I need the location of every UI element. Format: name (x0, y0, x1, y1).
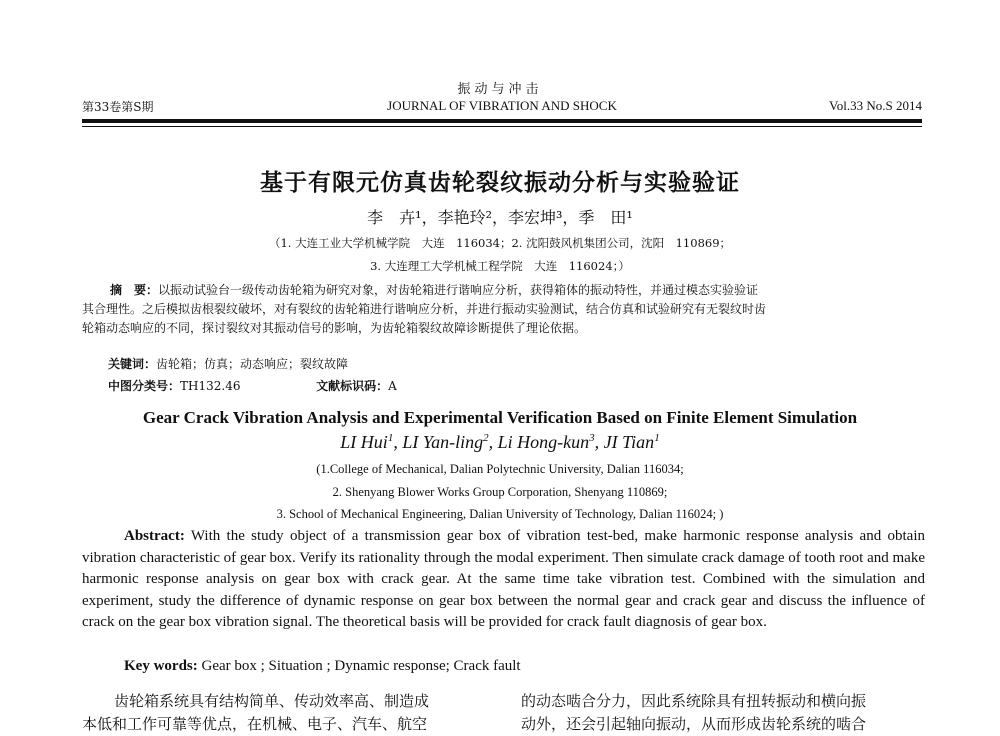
body-column-right (521, 690, 925, 736)
abstract-cn-line: 轮箱动态响应的不同，探讨裂纹对其振动信号的影响，为齿轮箱裂纹故障诊断提供了理论依据。 (82, 321, 587, 335)
body-line: 齿轮箱系统具有结构简单、传动效率高、制造成 (114, 692, 430, 710)
affiliation-en: 3. School of Mechanical Engineering, Dalian University of Technology, Dalian 116024; ) (276, 507, 724, 521)
keywords-cn (108, 355, 348, 372)
journal-name-en: JOURNAL OF VIBRATION AND SHOCK (387, 98, 617, 113)
keywords-en-label: Key words: (124, 658, 198, 674)
header-rule-thick (82, 119, 922, 123)
abstract-cn-label: 摘 要： (110, 283, 159, 297)
volume-issue-cn: 第33卷第S期 (82, 100, 154, 114)
body-line: 动外，还会引起轴向振动，从而形成齿轮系统的啮合 (521, 715, 867, 733)
clc-value: TH132.46 (180, 379, 241, 393)
abstract-en (82, 526, 925, 634)
author-en: JI Tian$^1$ (603, 432, 660, 452)
clc-label: 中图分类号： (108, 379, 181, 393)
authors-en (0, 432, 1000, 453)
affiliation-cn: 3. 大连理工大学机械工程学院 大连 116024；） (370, 259, 630, 273)
keywords-cn-label: 关键词： (108, 357, 157, 371)
running-header (82, 98, 922, 116)
authors-cn: 李 卉¹，李艳玲²，李宏坤³，季 田¹ (367, 208, 633, 227)
body-line: 的动态啮合分力，因此系统除具有扭转振动和横向振 (521, 692, 867, 710)
body-line: 本低和工作可靠等优点，在机械、电子、汽车、航空 (82, 715, 428, 733)
affiliation-en: (1.College of Mechanical, Dalian Polytechnic University, Dalian 116034; (316, 462, 684, 476)
doc-code-label: 文献标识码： (316, 379, 389, 393)
classification-cn (108, 377, 397, 394)
keywords-cn-text: 齿轮箱；仿真；动态响应；裂纹故障 (156, 357, 349, 371)
keywords-en (124, 658, 521, 675)
paper-title-cn: 基于有限元仿真齿轮裂纹振动分析与实验验证 (260, 170, 740, 196)
journal-name-cn: 振动与冲击 (457, 82, 543, 97)
header-rule-thin (82, 126, 922, 127)
author-en: LI Hui$^1$, (340, 432, 403, 452)
body-column-left (82, 690, 502, 736)
abstract-cn (82, 281, 924, 338)
author-en: Li Hong-kun$^3$, (497, 432, 604, 452)
abstract-en-text: With the study object of a transmission gear box of vibration test-bed, make harmonic response analysis and obtain vibration characteristic of gear box. Verify its rationality through the modal experiment. Then simulate crack damage of tooth root and make harmonic response analysis on gear box with crack gear. At the same time take vibration test. Combined with the simulation and experiment, study the difference of dynamic response on gear box between the normal gear and crack gear and discuss the influence of crack on the gear box vibration signal. The theoretical basis will be provided for crack fault diagnosis of gear box. (82, 528, 925, 630)
abstract-cn-line: 其合理性。之后模拟齿根裂纹破坏，对有裂纹的齿轮箱进行谐响应分析，并进行振动实验测试，结合仿真和试验研究有无裂纹时齿 (82, 302, 767, 316)
abstract-en-label: Abstract: (124, 528, 185, 544)
volume-issue-en: Vol.33 No.S 2014 (829, 98, 922, 113)
doc-code-value: A (388, 379, 397, 393)
paper-title-en: Gear Crack Vibration Analysis and Experimental Verification Based on Finite Element Simulation (142, 408, 858, 427)
affiliation-cn: （1. 大连工业大学机械学院 大连 116034；2. 沈阳鼓风机集团公司，沈阳 110869； (268, 236, 732, 250)
abstract-cn-line: 摘 要：以振动试验台一级传动齿轮箱为研究对象，对齿轮箱进行谐响应分析，获得箱体的振动特性，并通过模态实验验证 (110, 283, 759, 297)
affiliation-en: 2. Shenyang Blower Works Group Corporation, Shenyang 110869; (332, 485, 668, 499)
author-en: LI Yan-ling$^2$, (402, 432, 498, 452)
keywords-en-text: Gear box ; Situation ; Dynamic response; Crack fault (201, 658, 521, 674)
